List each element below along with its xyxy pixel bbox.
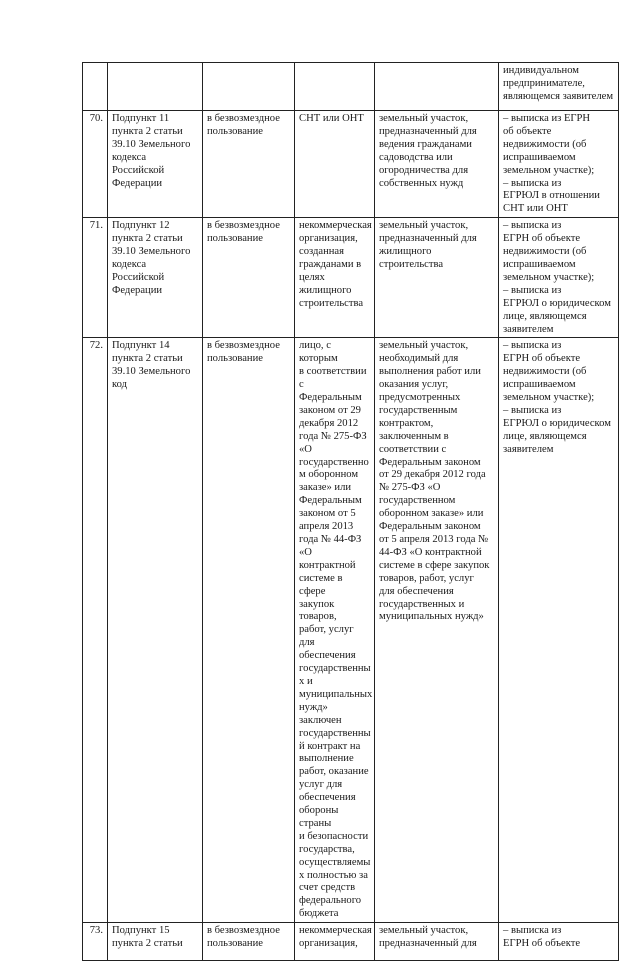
cell-applicant: некоммерческая организация, [295, 923, 375, 961]
cell-land-plot [375, 63, 499, 111]
cell-land-plot: земельный участок, предназначенный для ведения гражданами садоводства или огородничества для собственных нужд [375, 111, 499, 218]
cell-land-plot: земельный участок, предназначенный для жилищного строительства [375, 218, 499, 338]
cell-right-type: в безвозмездное пользование [203, 218, 295, 338]
cell-documents: – выписка из ЕГРН об объекте недвижимости (об испрашиваемом земельном участке); – выписка из ЕГРЮЛ в отношении СНТ или ОНТ [499, 111, 619, 218]
cell-basis: Подпункт 12 пункта 2 статьи 39.10 Земельного кодекса Российской Федерации [108, 218, 203, 338]
cell-number: 70. [83, 111, 108, 218]
cell-right-type: в безвозмездное пользование [203, 111, 295, 218]
cell-land-plot: земельный участок, предназначенный для [375, 923, 499, 961]
table-row [83, 338, 619, 923]
cell-applicant: СНТ или ОНТ [295, 111, 375, 218]
cell-number: 73. [83, 923, 108, 961]
cell-applicant: лицо, с которым в соответствии с Федеральным законом от 29 декабря 2012 года № 275-ФЗ «О государственно м оборонном заказе» или Федеральным законом от 5 апреля 2013 года № 44-ФЗ «О контрактной системе в сфере закупок товаров, работ, услуг для обеспечения государственны х и муниципальных нужд» заключен государственны й контракт на выполнение работ, оказание услуг для обеспечения обороны страны и безопасности государства, осуществляемы х полностью за счет средств федерального бюджета [295, 338, 375, 923]
cell-basis [108, 63, 203, 111]
cell-basis: Подпункт 11 пункта 2 статьи 39.10 Земельного кодекса Российской Федерации [108, 111, 203, 218]
cell-number: 71. [83, 218, 108, 338]
cell-applicant [295, 63, 375, 111]
table-row [83, 111, 619, 218]
cell-documents: – выписка из ЕГРН об объекте недвижимости (об испрашиваемом земельном участке); – выписка из ЕГРЮЛ о юридическом лице, являющемся заявителем [499, 338, 619, 923]
land-grant-table [82, 62, 619, 961]
cell-right-type: в безвозмездное пользование [203, 923, 295, 961]
cell-number [83, 63, 108, 111]
cell-documents: индивидуальном предпринимателе, являющемся заявителем [499, 63, 619, 111]
cell-documents: – выписка из ЕГРН об объекте недвижимости (об испрашиваемом земельном участке); – выписка из ЕГРЮЛ о юридическом лице, являющемся заявителем [499, 218, 619, 338]
cell-land-plot: земельный участок, необходимый для выполнения работ или оказания услуг, предусмотренных государственным контрактом, заключенным в соответствии с Федеральным законом от 29 декабря 2012 года № 275-ФЗ «О государственном оборонном заказе» или Федеральным законом от 5 апреля 2013 года № 44-ФЗ «О контрактной системе в сфере закупок товаров, работ, услуг для обеспечения государственных и муниципальных нужд» [375, 338, 499, 923]
table-row-continuation [83, 63, 619, 111]
cell-applicant: некоммерческая организация, созданная гражданами в целях жилищного строительства [295, 218, 375, 338]
cell-basis: Подпункт 15 пункта 2 статьи [108, 923, 203, 961]
cell-basis: Подпункт 14 пункта 2 статьи 39.10 Земельного код [108, 338, 203, 923]
table-row [83, 923, 619, 961]
cell-right-type [203, 63, 295, 111]
cell-right-type: в безвозмездное пользование [203, 338, 295, 923]
cell-documents: – выписка из ЕГРН об объекте [499, 923, 619, 961]
cell-number: 72. [83, 338, 108, 923]
table-row [83, 218, 619, 338]
